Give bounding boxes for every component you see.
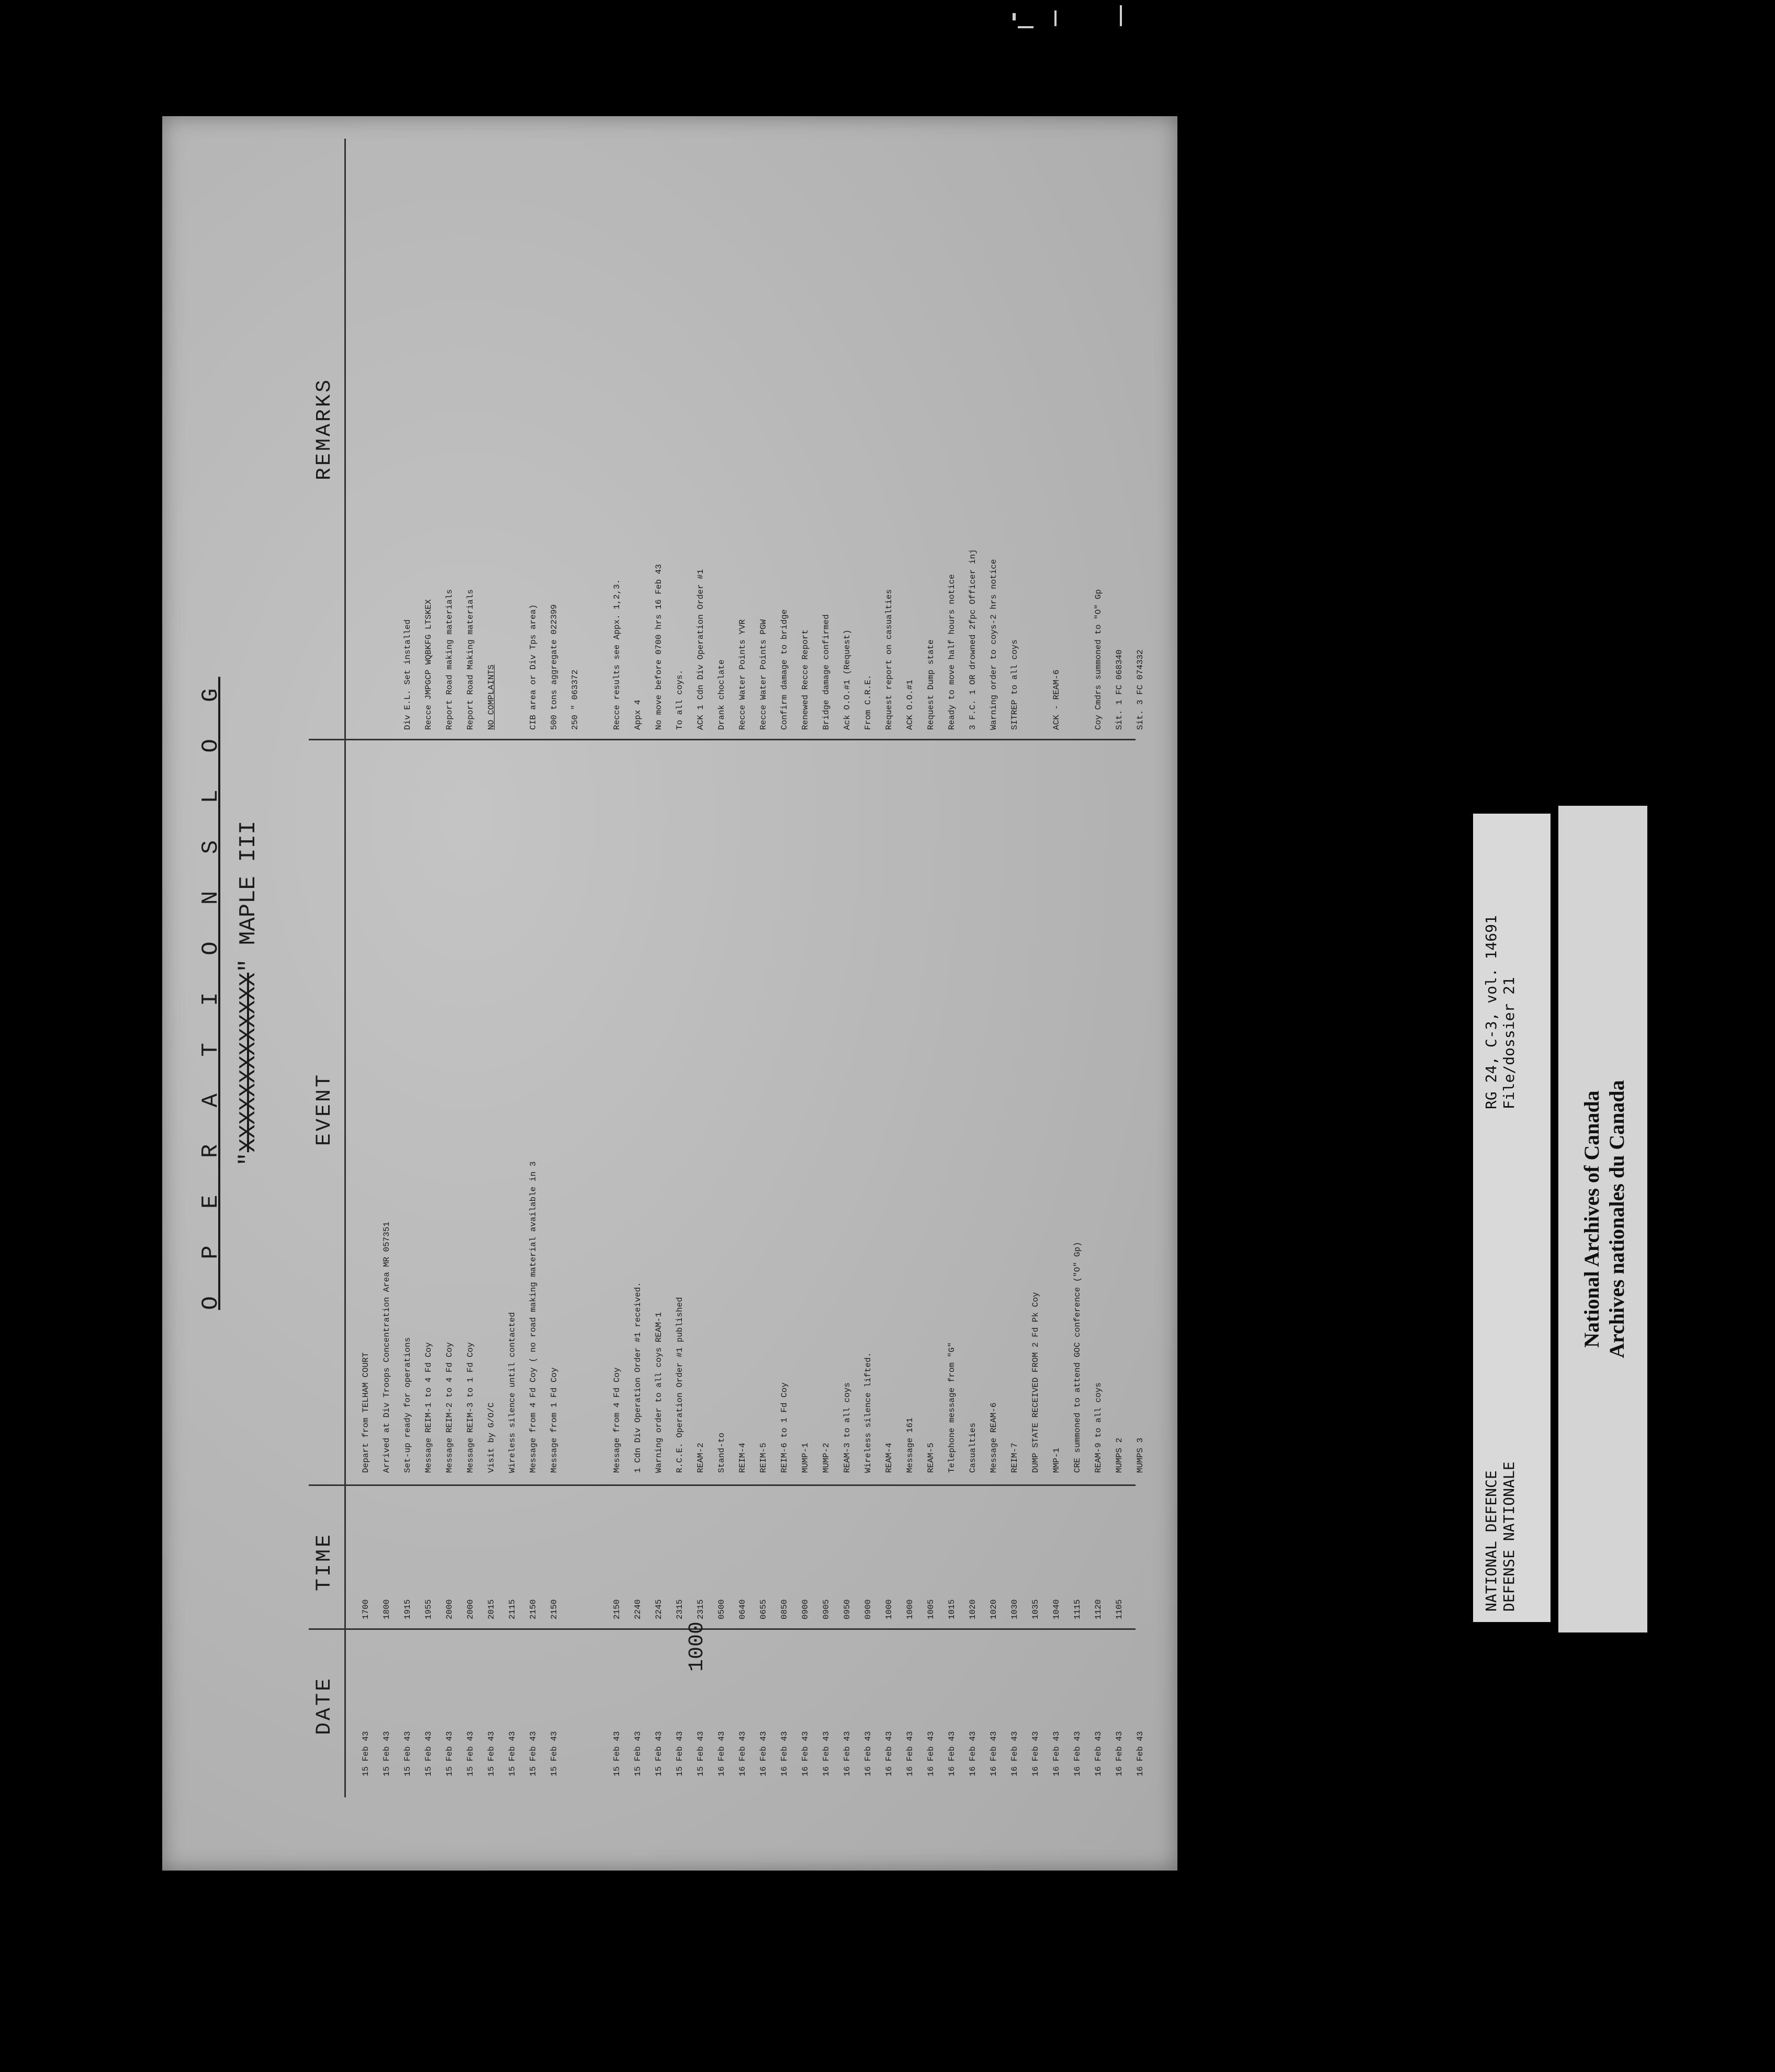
log-time-cell: 0905 xyxy=(822,1599,831,1619)
log-remarks-cell: Request report on casualties xyxy=(884,589,894,730)
log-event-cell: Wireless silence until contacted xyxy=(508,1312,517,1473)
log-remarks-cell: ACK - REAM-6 xyxy=(1052,669,1061,730)
log-remarks-cell: Ready to move half hours notice xyxy=(947,574,957,730)
dust-speck xyxy=(1013,13,1016,20)
log-time-cell: 0640 xyxy=(738,1599,747,1619)
log-date-cell: 16 Feb 43 xyxy=(1073,1731,1082,1776)
struck-name: XXXXXXXXXXXXX xyxy=(235,972,262,1153)
log-date-cell: 16 Feb 43 xyxy=(759,1731,768,1776)
log-remarks-cell: ACK O.O.#1 xyxy=(905,679,915,730)
log-remarks-cell: CIB area or Div Tps area) xyxy=(529,604,538,730)
log-date-cell: 16 Feb 43 xyxy=(780,1731,789,1776)
log-remarks-cell: Recce Water Points YVR xyxy=(738,619,747,730)
log-event-cell: Depart from TELHAM COURT xyxy=(361,1352,370,1473)
log-date-cell: 16 Feb 43 xyxy=(863,1731,873,1776)
dust-speck xyxy=(1054,10,1057,26)
log-date-cell: 15 Feb 43 xyxy=(361,1731,370,1776)
log-time-cell: 0950 xyxy=(842,1599,852,1619)
log-time-cell: 2150 xyxy=(612,1599,622,1619)
column-date-header: DATE xyxy=(313,1676,336,1736)
log-time-cell: 2150 xyxy=(549,1599,559,1619)
log-time-cell: 2315 xyxy=(675,1599,684,1619)
log-remarks-cell: Appx 4 xyxy=(633,700,643,730)
log-date-cell: 16 Feb 43 xyxy=(968,1731,978,1776)
log-event-cell: Visit by G/O/C xyxy=(487,1402,496,1473)
log-remarks-cell: Sit. 3 FC 074332 xyxy=(1136,649,1145,730)
log-subtitle: "XXXXXXXXXXXXX" MAPLE III xyxy=(235,820,262,1166)
log-remarks-cell: Warning order to coys-2 hrs notice xyxy=(989,559,998,730)
log-time-cell: 2115 xyxy=(508,1599,517,1619)
log-remarks-cell: Renewed Recce Report xyxy=(801,629,810,730)
log-event-cell: REIM-7 xyxy=(1010,1443,1019,1473)
header-rule xyxy=(344,139,346,1797)
log-time-cell: 1040 xyxy=(1052,1599,1061,1619)
log-date-cell: 15 Feb 43 xyxy=(654,1731,664,1776)
log-remarks-cell: Report Road making materials xyxy=(445,589,454,730)
log-event-cell: MUMPS 3 xyxy=(1136,1437,1145,1473)
log-date-cell: 16 Feb 43 xyxy=(1010,1731,1019,1776)
log-remarks-cell: SITREP to all coys xyxy=(1010,639,1019,730)
log-time-cell: 1020 xyxy=(968,1599,978,1619)
log-remarks-cell: 250 " 063372 xyxy=(570,669,580,730)
log-time-cell: 1000 xyxy=(905,1599,915,1619)
log-date-cell: 16 Feb 43 xyxy=(926,1731,936,1776)
log-remarks-cell: Ack O.O.#1 (Request) xyxy=(842,629,852,730)
log-event-cell: REIM-4 xyxy=(738,1443,747,1473)
log-event-cell: Set-up ready for operations xyxy=(403,1337,412,1473)
log-remarks-cell: Request Dump state xyxy=(926,639,936,730)
log-time-cell: 2000 xyxy=(466,1599,475,1619)
log-remarks-cell: Recce JMPGCP WQBKFG LTSKEX xyxy=(424,599,433,730)
log-date-cell: 15 Feb 43 xyxy=(487,1731,496,1776)
dept-line-2: DEFENSE NATIONALE xyxy=(1500,1461,1518,1612)
log-remarks-cell: 3 F.C. 1 OR drowned 2fpc Officer inj xyxy=(968,549,978,730)
log-event-cell: Message REIM-3 to 1 Fd Coy xyxy=(466,1342,475,1473)
log-time-cell: 1105 xyxy=(1115,1599,1124,1619)
log-date-cell: 15 Feb 43 xyxy=(403,1731,412,1776)
log-event-cell: REAM-3 to all coys xyxy=(842,1382,852,1473)
log-remarks-cell: Report Road Making materials xyxy=(466,589,475,730)
log-remarks-cell: Drank choclate xyxy=(717,659,726,730)
log-time-cell: 1020 xyxy=(989,1599,998,1619)
log-time-cell: 1015 xyxy=(947,1599,957,1619)
log-date-cell: 15 Feb 43 xyxy=(675,1731,684,1776)
log-event-cell: MMP-1 xyxy=(1052,1447,1061,1473)
log-event-cell: Message REIM-2 to 4 Fd Coy xyxy=(445,1342,454,1473)
log-time-cell: 2150 xyxy=(529,1599,538,1619)
log-date-cell: 15 Feb 43 xyxy=(508,1731,517,1776)
log-date-cell: 15 Feb 43 xyxy=(549,1731,559,1776)
log-date-cell: 15 Feb 43 xyxy=(382,1731,391,1776)
log-event-cell: MUMPS 2 xyxy=(1115,1437,1124,1473)
column-time-header: TIME xyxy=(313,1533,336,1592)
archive-name-strip xyxy=(1558,806,1647,1632)
exercise-name: MAPLE III xyxy=(235,820,262,945)
log-event-cell: Warning order to all coys REAM-1 xyxy=(654,1312,664,1473)
log-time-cell: 2315 xyxy=(696,1599,705,1619)
log-date-cell: 16 Feb 43 xyxy=(822,1731,831,1776)
log-date-cell: 16 Feb 43 xyxy=(989,1731,998,1776)
log-time-cell: 2000 xyxy=(445,1599,454,1619)
log-event-cell: Arrived at Div Troops Concentration Area MR 057351 xyxy=(382,1221,391,1473)
log-date-cell: 15 Feb 43 xyxy=(466,1731,475,1776)
log-remarks-cell: NO COMPLAINTS xyxy=(487,665,496,730)
log-date-cell: 16 Feb 43 xyxy=(738,1731,747,1776)
log-date-cell: 15 Feb 43 xyxy=(529,1731,538,1776)
log-remarks-cell: 500 tons aggregate 022399 xyxy=(549,604,559,730)
archives-name-fr: Archives nationales du Canada xyxy=(1605,1080,1628,1358)
log-event-cell: Message from 1 Fd Coy xyxy=(549,1367,559,1473)
log-event-cell: DUMP STATE RECEIVED FROM 2 Fd Pk Coy xyxy=(1031,1292,1040,1473)
log-time-cell: 2240 xyxy=(633,1599,643,1619)
log-date-cell: 16 Feb 43 xyxy=(947,1731,957,1776)
column-event-header: EVENT xyxy=(313,1072,336,1146)
log-time-cell: 0655 xyxy=(759,1599,768,1619)
log-time-cell: 1035 xyxy=(1031,1599,1040,1619)
log-event-cell: REIM-6 to 1 Fd Coy xyxy=(780,1382,789,1473)
log-date-cell: 16 Feb 43 xyxy=(1052,1731,1061,1776)
log-time-cell: 0500 xyxy=(717,1599,726,1619)
log-date-cell: 16 Feb 43 xyxy=(1115,1731,1124,1776)
operations-log-page xyxy=(162,116,1177,1871)
log-time-cell: 1030 xyxy=(1010,1599,1019,1619)
log-remarks-cell: To all coys. xyxy=(675,669,684,730)
archive-ref-1: RG 24, C-3, vol. 14691 xyxy=(1482,915,1500,1109)
log-remarks-cell: Bridge damage confirmed xyxy=(822,614,831,730)
log-remarks-cell: Confirm damage to bridge xyxy=(780,609,789,730)
dept-line-1: NATIONAL DEFENCE xyxy=(1482,1470,1500,1612)
log-event-cell: Stand-to xyxy=(717,1433,726,1473)
log-event-cell: Casualties xyxy=(968,1422,978,1473)
log-date-cell: 15 Feb 43 xyxy=(633,1731,643,1776)
log-date-cell: 15 Feb 43 xyxy=(612,1731,622,1776)
log-event-cell: Telephone message from "G" xyxy=(947,1342,957,1473)
log-event-cell: REAM-9 to all coys xyxy=(1094,1382,1103,1473)
log-remarks-cell: Recce results see Appx. 1,2,3. xyxy=(612,579,622,730)
log-date-cell: 15 Feb 43 xyxy=(424,1731,433,1776)
log-date-cell: 15 Feb 43 xyxy=(445,1731,454,1776)
log-date-cell: 16 Feb 43 xyxy=(905,1731,915,1776)
log-event-cell: Message REAM-6 xyxy=(989,1402,998,1473)
log-remarks-cell: Recce Water Points PGW xyxy=(759,619,768,730)
margin-note: 1000 xyxy=(686,1621,709,1672)
log-event-cell: MUMP-1 xyxy=(801,1443,810,1473)
archive-ref-2: File/dossier 21 xyxy=(1500,977,1518,1109)
archives-name-en: National Archives of Canada xyxy=(1580,1090,1603,1348)
event-remarks-divider xyxy=(309,739,1136,740)
dust-speck xyxy=(1018,26,1033,28)
log-event-cell: Message from 4 Fd Coy xyxy=(612,1367,622,1473)
time-event-divider xyxy=(309,1484,1136,1486)
log-time-cell: 1120 xyxy=(1094,1599,1103,1619)
log-title: O P E R A T I O N S L O G xyxy=(198,677,224,1310)
log-date-cell: 16 Feb 43 xyxy=(1031,1731,1040,1776)
log-date-cell: 16 Feb 43 xyxy=(801,1731,810,1776)
log-time-cell: 1955 xyxy=(424,1599,433,1619)
log-remarks-cell: Div E.L. Set installed xyxy=(403,619,412,730)
log-time-cell: 1915 xyxy=(403,1599,412,1619)
log-content xyxy=(162,116,1177,1871)
log-time-cell: 1005 xyxy=(926,1599,936,1619)
log-time-cell: 2015 xyxy=(487,1599,496,1619)
log-time-cell: 1800 xyxy=(382,1599,391,1619)
log-time-cell: 1115 xyxy=(1073,1599,1082,1619)
log-time-cell: 1700 xyxy=(361,1599,370,1619)
dust-speck xyxy=(1120,5,1122,26)
log-event-cell: REAM-2 xyxy=(696,1443,705,1473)
log-event-cell: CRE summoned to attend GOC conference ("O" Gp) xyxy=(1073,1242,1082,1473)
log-event-cell: Message from 4 Fd Coy ( no road making material available in 3 xyxy=(529,1161,538,1473)
log-date-cell: 15 Feb 43 xyxy=(696,1731,705,1776)
log-event-cell: 1 Cdn Div Operation Order #1 received. xyxy=(633,1282,643,1473)
log-time-cell: 0900 xyxy=(863,1599,873,1619)
log-date-cell: 16 Feb 43 xyxy=(1136,1731,1145,1776)
date-time-divider xyxy=(309,1628,1136,1630)
log-remarks-cell: ACK 1 Cdn Div Operation Order #1 xyxy=(696,569,705,730)
column-remarks-header: REMARKS xyxy=(313,377,336,481)
log-time-cell: 2245 xyxy=(654,1599,664,1619)
log-event-cell: Message 161 xyxy=(905,1417,915,1473)
log-event-cell: MUMP-2 xyxy=(822,1443,831,1473)
archive-reference-strip xyxy=(1473,814,1551,1622)
log-event-cell: REIM-5 xyxy=(759,1443,768,1473)
log-time-cell: 0850 xyxy=(780,1599,789,1619)
log-date-cell: 16 Feb 43 xyxy=(1094,1731,1103,1776)
log-remarks-cell: From C.R.E. xyxy=(863,674,873,730)
log-event-cell: R.C.E. Operation Order #1 published xyxy=(675,1297,684,1473)
log-remarks-cell: No move before 0700 hrs 16 Feb 43 xyxy=(654,564,664,730)
log-date-cell: 16 Feb 43 xyxy=(884,1731,894,1776)
log-event-cell: Wireless silence lifted. xyxy=(863,1352,873,1473)
log-event-cell: REAM-4 xyxy=(884,1443,894,1473)
log-time-cell: 0900 xyxy=(801,1599,810,1619)
log-time-cell: 1000 xyxy=(884,1599,894,1619)
log-date-cell: 16 Feb 43 xyxy=(842,1731,852,1776)
log-remarks-cell: Sit. 1 FC 068340 xyxy=(1115,649,1124,730)
log-event-cell: Message REIM-1 to 4 Fd Coy xyxy=(424,1342,433,1473)
log-event-cell: REAM-5 xyxy=(926,1443,936,1473)
log-remarks-cell: Coy Cmdrs summoned to "O" Gp xyxy=(1094,589,1103,730)
log-date-cell: 16 Feb 43 xyxy=(717,1731,726,1776)
